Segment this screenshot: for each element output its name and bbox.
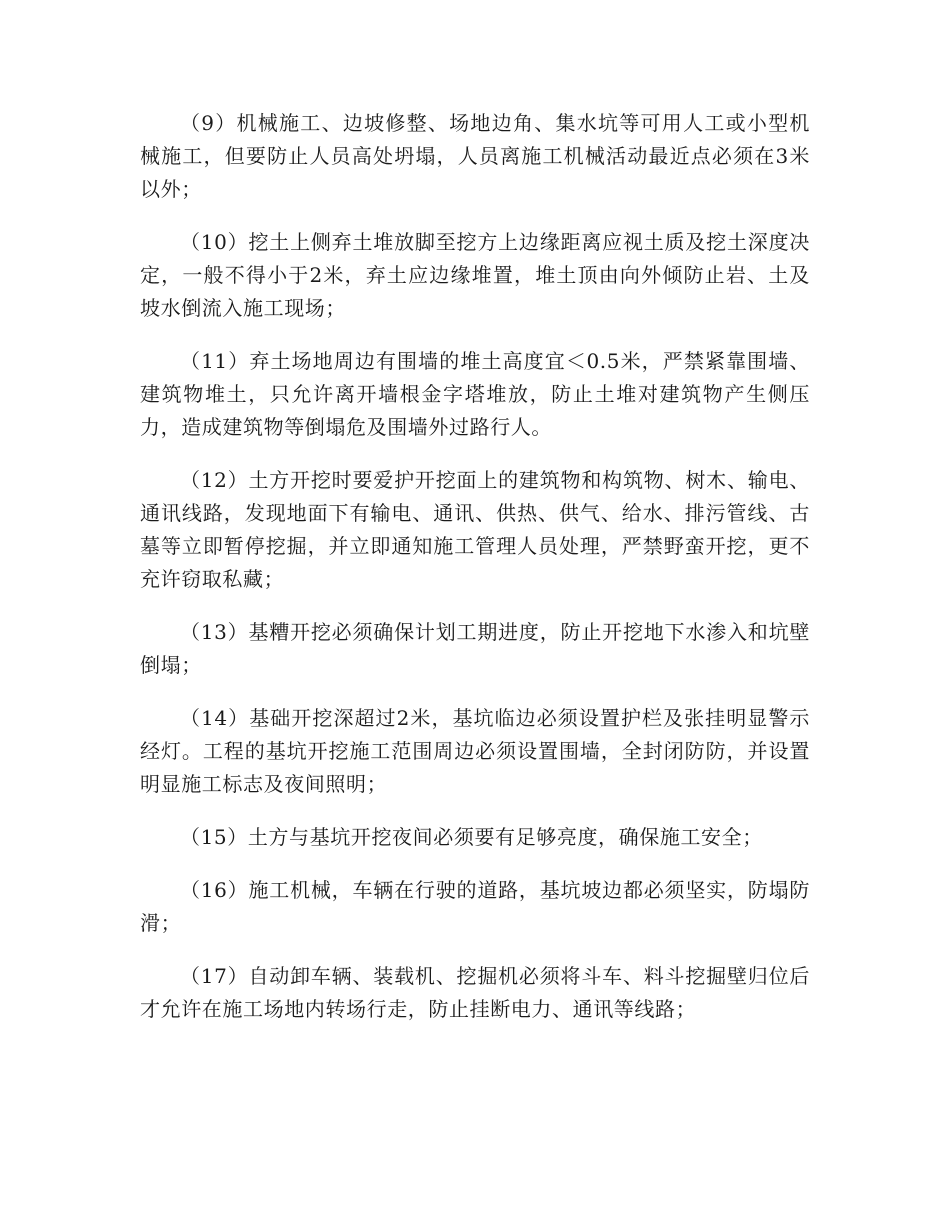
paragraph-item-17: （17）自动卸车辆、装载机、挖掘机必须将斗车、料斗挖掘壁归位后才允许在施工场地内转场行走，防止挂断电力、通讯等线路； <box>140 964 810 1021</box>
paragraph-item-11: （11）弃土场地周边有围墙的堆土高度宜＜0.5米，严禁紧靠围墙、建筑物堆土，只允许离开墙根金字塔堆放，防止土堆对建筑物产生侧压力，造成建筑物等倒塌危及围墙外过路行人。 <box>140 349 810 439</box>
paragraph-item-14: （14）基础开挖深超过2米，基坑临边必须设置护栏及张挂明显警示经灯。工程的基坑开挖施工范围周边必须设置围墙，全封闭防防，并设置明显施工标志及夜间照明； <box>140 706 810 796</box>
paragraph-item-9: （9）机械施工、边坡修整、场地边角、集水坑等可用人工或小型机械施工，但要防止人员高处坍塌，人员离施工机械活动最近点必须在3米以外； <box>140 111 810 201</box>
paragraph-item-15: （15）土方与基坑开挖夜间必须要有足够亮度，确保施工安全； <box>180 825 763 849</box>
paragraph-item-13: （13）基糟开挖必须确保计划工期进度，防止开挖地下水渗入和坑壁倒塌； <box>140 620 810 677</box>
paragraph-item-12: （12）土方开挖时要爱护开挖面上的建筑物和构筑物、树木、输电、通讯线路，发现地面下有输电、通讯、供热、供气、给水、排污管线、古墓等立即暂停挖掘，并立即通知施工管理人员处理，严禁野蛮开挖，更不充许窃取私藏； <box>140 468 810 591</box>
document-body <box>140 107 810 1046</box>
paragraph-item-16: （16）施工机械，车辆在行驶的道路，基坑坡边都必须坚实，防塌防滑； <box>140 878 810 935</box>
paragraph-item-10: （10）挖土上侧弃土堆放脚至挖方上边缘距离应视土质及挖土深度决定，一般不得小于2米，弃土应边缘堆置，堆土顶由向外倾防止岩、土及坡水倒流入施工现场； <box>140 230 810 320</box>
